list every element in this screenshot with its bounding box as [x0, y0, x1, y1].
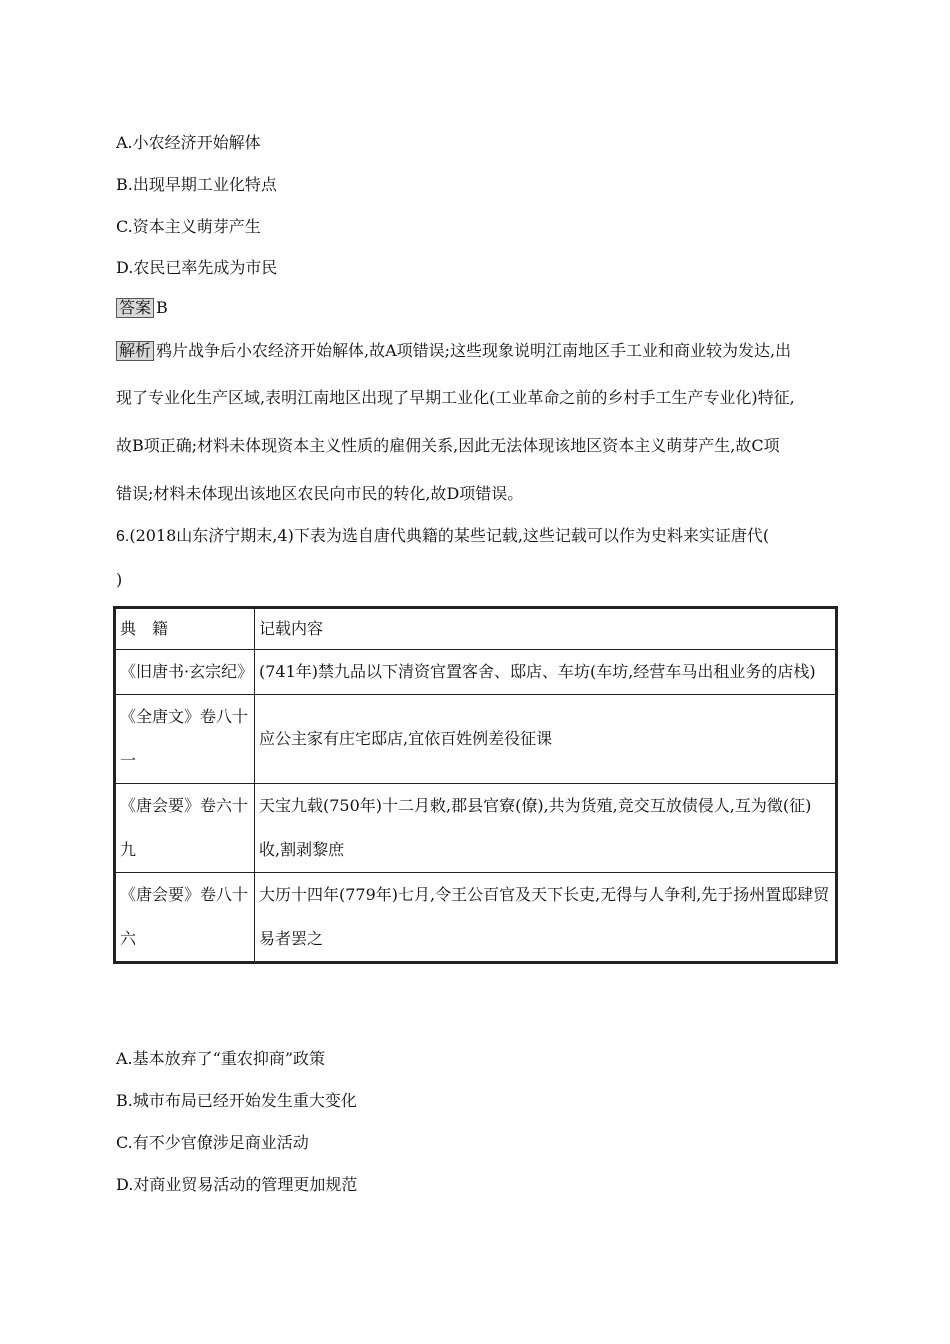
- question-number: 6.: [116, 528, 130, 545]
- row-source: 《唐会要》卷八十六: [115, 873, 255, 963]
- table-row: [115, 784, 837, 873]
- answer-tag: 答案: [116, 298, 154, 318]
- question-6-stem: [116, 526, 769, 547]
- analysis-line-4: 错误;材料未体现出该地区农民向市民的转化,故D项错误。: [116, 484, 524, 503]
- question-6-stem-end: ): [116, 570, 123, 589]
- table-row: [115, 695, 837, 784]
- option-d: D.农民已率先成为市民: [116, 258, 278, 277]
- row-source: 《全唐文》卷八十一: [115, 695, 255, 784]
- analysis-line-3: 故B项正确;材料未体现资本主义性质的雇佣关系,因此无法体现该地区资本主义萌芽产生,故C项: [116, 436, 780, 455]
- q6-option-c: C.有不少官僚涉足商业活动: [116, 1133, 309, 1152]
- option-c: C.资本主义萌芽产生: [116, 217, 261, 236]
- q6-option-a: A.基本放弃了“重农抑商”政策: [116, 1049, 326, 1068]
- row-source: 《旧唐书·玄宗纪》: [115, 650, 255, 695]
- table-header-row: [115, 608, 837, 650]
- row-content: 应公主家有庄宅邸店,宜依百姓例差役征课: [255, 695, 837, 784]
- answer-line: [116, 298, 168, 318]
- row-content: (741年)禁九品以下清资官置客舍、邸店、车坊(车坊,经营车马出租业务的店栈): [255, 650, 837, 695]
- answer-value: B: [156, 298, 168, 317]
- q6-option-d: D.对商业贸易活动的管理更加规范: [116, 1175, 358, 1194]
- analysis-text-1: 鸦片战争后小农经济开始解体,故A项错误;这些现象说明江南地区手工业和商业较为发达,出: [156, 341, 792, 360]
- row-content: 天宝九载(750年)十二月敕,郡县官寮(僚),共为货殖,竞交互放债侵人,互为徵(征)收,割剥黎庶: [255, 784, 837, 873]
- analysis-tag: 解析: [116, 341, 154, 361]
- q6-option-b: B.城市布局已经开始发生重大变化: [116, 1091, 357, 1110]
- header-content: 记载内容: [255, 608, 837, 650]
- table-row: [115, 873, 837, 963]
- row-content: 大历十四年(779年)七月,令王公百官及天下长吏,无得与人争利,先于扬州置邸肆贸易者罢之: [255, 873, 837, 963]
- option-b: B.出现早期工业化特点: [116, 175, 277, 194]
- option-a: A.小农经济开始解体: [116, 133, 261, 152]
- row-source: 《唐会要》卷六十九: [115, 784, 255, 873]
- header-source: 典 籍: [115, 608, 255, 650]
- records-table: [113, 606, 838, 964]
- analysis-line-1: [116, 341, 791, 361]
- question-stem-text: (2018山东济宁期末,4)下表为选自唐代典籍的某些记载,这些记载可以作为史料来实证唐代(: [129, 526, 770, 545]
- table-row: [115, 650, 837, 695]
- analysis-line-2: 现了专业化生产区域,表明江南地区出现了早期工业化(工业革命之前的乡村手工生产专业化)特征,: [116, 388, 795, 407]
